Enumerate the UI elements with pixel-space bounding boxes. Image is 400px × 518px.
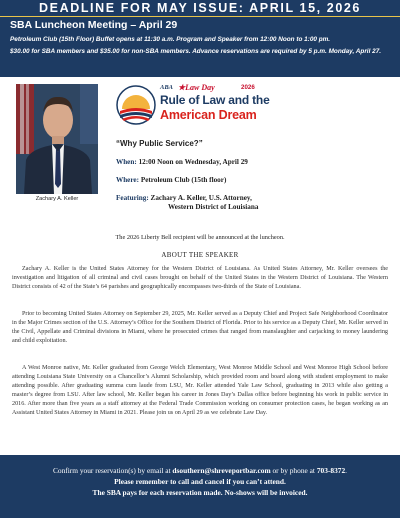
speech-title: “Why Public Service?” (116, 139, 203, 148)
featuring-label: Featuring: (116, 194, 149, 202)
flag-sun-emblem-icon (116, 85, 156, 125)
logo-aba-text: ABA (160, 84, 174, 91)
photo-caption: Zachary A. Keller (35, 196, 79, 202)
footer-phone: 703-8372 (316, 466, 346, 475)
where-value: Petroleum Club (15th floor) (140, 176, 227, 184)
reservation-footer (0, 455, 400, 518)
when-value: 12:00 Noon on Wednesday, April 29 (138, 158, 248, 166)
footer-confirm-line (0, 465, 400, 476)
deadline-banner: DEADLINE FOR MAY ISSUE: APRIL 15, 2026 (0, 0, 400, 16)
footer-confirm-mid: or by phone at (270, 466, 317, 475)
bio-paragraph: A West Monroe native, Mr. Keller graduated from George Welch Elementary, West Monroe Middle School and West Monroe High School before attending Louisiana State University on a Chancellor’s Alumni Scholarship, which provided room and board along with student employment to make attending possible. After graduating summa cum laude from LSU, Mr. Keller attended Yale Law School, graduating in 2013 while also getting a master’s degree from LSU. After law school, Mr. Keller began his career in Jones Day’s Dallas office before beginning his work in public service in 2016. After more than five years as a staff attorney at the Federal Trade Commission working on consumer protection cases, he began working as an Assistant United States Attorney in Miami in 2021. Please join us on April 29 as we celebrate Law Day. (12, 365, 388, 416)
event-title: SBA Luncheon Meeting – April 29 (10, 19, 178, 31)
footer-noshow-note: The SBA pays for each reservation made. No-shows will be invoiced. (92, 488, 308, 497)
when-label: When: (116, 158, 137, 166)
logo-year: 2026 (241, 84, 255, 91)
bio-paragraph: Zachary A. Keller is the United States Attorney for the Western District of Louisiana. As United States Attorney, Mr. Keller oversees the investigation and litigation of all criminal and civil cases brought on behalf of the United States in the Western District of Louisiana. The Western District consists of 42 of the State’s 64 parishes and geographically encompasses two-thirds of the State of Louisiana. (12, 266, 388, 290)
event-schedule: Petroleum Club (15th Floor) Buffet opens at 11:30 a.m. Program and Speaker from 12:00 Noon to 1:00 pm. (10, 36, 331, 43)
law-day-logo (116, 84, 286, 126)
about-heading: ABOUT THE SPEAKER (161, 251, 239, 259)
footer-cancel-note: Please remember to call and cancel if you can’t attend. (114, 477, 286, 486)
footer-email-link[interactable]: dsouthern@shreveportbar.com (172, 466, 271, 475)
logo-theme-line1: Rule of Law and the (160, 93, 270, 107)
bio-paragraph: Prior to becoming United States Attorney on September 29, 2025, Mr. Keller served as a Deputy Chief and Project Safe Neighborhood Coordinator in the Major Crimes section of the U.S. Attorney’s Office for the Southern District of Florida. Prior to his service as a Deputy Chief, Mr. Keller served in the Civil, Appellate and Criminal divisions in Miami, where he prosecuted crimes that ranged from manslaughter and carjacking to money laundering and child exploitation. (12, 311, 388, 344)
featuring-value-line2: Western District of Louisiana (168, 203, 259, 211)
event-info-box (0, 16, 400, 77)
footer-confirm-prefix: Confirm your reservation(s) by email at (52, 466, 173, 475)
event-pricing: $30.00 for SBA members and $35.00 for non-SBA members. Advance reservations are required by 5 p.m. Monday, April 27. (10, 48, 382, 55)
when-row (116, 157, 248, 168)
logo-theme-line2: American Dream (160, 108, 257, 122)
liberty-bell-announcement: The 2026 Liberty Bell recipient will be announced at the luncheon. (115, 234, 285, 241)
where-row (116, 175, 226, 186)
logo-law-day-text: ★Law Day (178, 83, 215, 92)
speaker-photo (16, 84, 98, 194)
speaker-portrait-image (16, 84, 98, 194)
featuring-value-line1: Zachary A. Keller, U.S. Attorney, (150, 194, 252, 202)
where-label: Where: (116, 176, 140, 184)
footer-confirm-suffix: . (345, 466, 348, 475)
